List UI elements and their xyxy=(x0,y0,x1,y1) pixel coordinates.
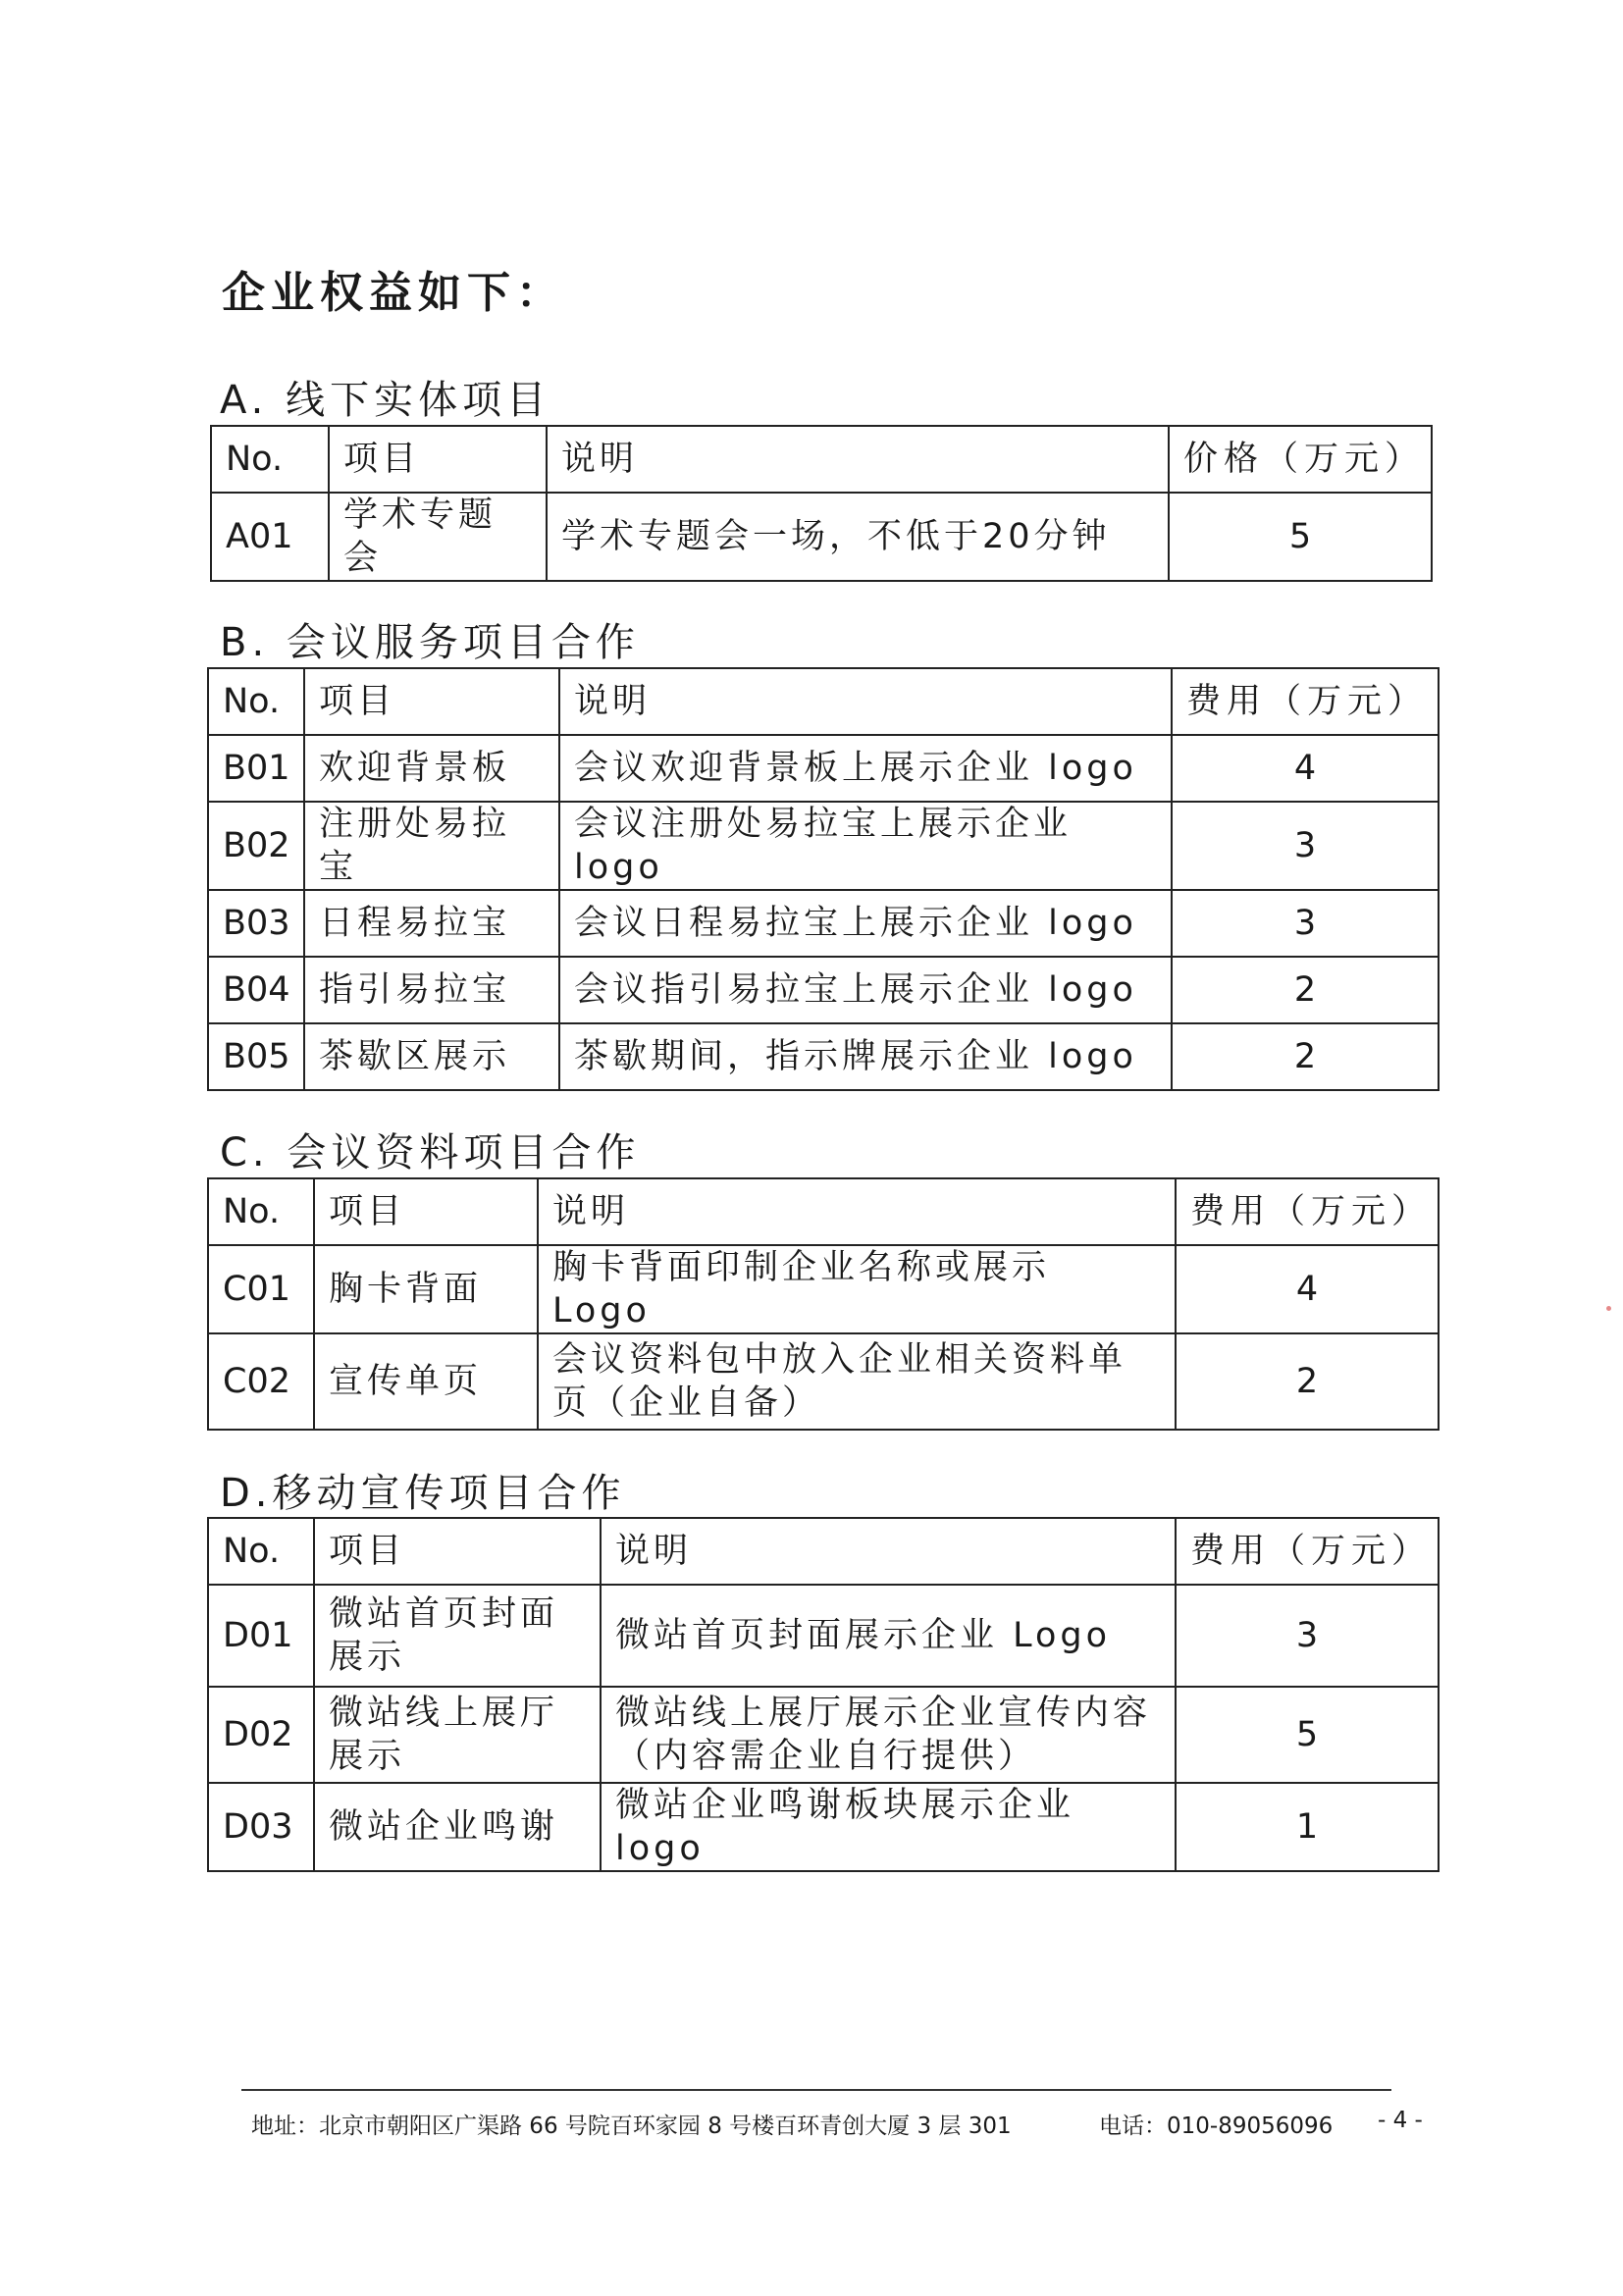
footer-divider xyxy=(241,2089,1391,2091)
table-a xyxy=(210,425,1433,582)
row-fee: 2 xyxy=(1172,1023,1439,1090)
table-row xyxy=(208,957,1439,1023)
row-desc: 会议资料包中放入企业相关资料单页（企业自备） xyxy=(538,1333,1176,1430)
row-no: B04 xyxy=(208,957,304,1023)
row-no: D02 xyxy=(208,1687,314,1783)
row-no: C02 xyxy=(208,1333,314,1430)
header-item: 项目 xyxy=(329,426,547,493)
header-fee: 费用（万元） xyxy=(1172,668,1439,735)
header-no: No. xyxy=(208,668,304,735)
row-desc: 会议日程易拉宝上展示企业 logo xyxy=(559,890,1172,957)
row-desc: 会议指引易拉宝上展示企业 logo xyxy=(559,957,1172,1023)
table-row xyxy=(208,1585,1439,1687)
footer-phone: 电话：010-89056096 xyxy=(1099,2113,1334,2139)
table-row xyxy=(208,735,1439,802)
row-item: 注册处易拉宝 xyxy=(304,802,559,890)
row-item: 日程易拉宝 xyxy=(304,890,559,957)
row-fee: 5 xyxy=(1176,1687,1439,1783)
row-desc: 微站企业鸣谢板块展示企业 logo xyxy=(601,1783,1176,1871)
row-no: B01 xyxy=(208,735,304,802)
row-no: C01 xyxy=(208,1245,314,1333)
table-row xyxy=(208,1783,1439,1871)
row-no: D01 xyxy=(208,1585,314,1687)
row-item: 学术专题会 xyxy=(329,493,547,581)
table-c xyxy=(207,1177,1440,1431)
table-header-row xyxy=(208,1178,1439,1245)
row-fee: 4 xyxy=(1176,1245,1439,1333)
row-item: 指引易拉宝 xyxy=(304,957,559,1023)
header-no: No. xyxy=(208,1518,314,1585)
row-desc: 微站线上展厅展示企业宣传内容（内容需企业自行提供） xyxy=(601,1687,1176,1783)
row-fee: 3 xyxy=(1172,802,1439,890)
scan-speck xyxy=(1606,1306,1611,1311)
section-d-title: D.移动宣传项目合作 xyxy=(220,1471,626,1516)
row-desc: 会议注册处易拉宝上展示企业 logo xyxy=(559,802,1172,890)
row-item: 欢迎背景板 xyxy=(304,735,559,802)
row-no: B05 xyxy=(208,1023,304,1090)
row-desc: 胸卡背面印制企业名称或展示 Logo xyxy=(538,1245,1176,1333)
table-row xyxy=(208,802,1439,890)
row-item: 微站线上展厅展示 xyxy=(314,1687,601,1783)
section-a-title: A. 线下实体项目 xyxy=(220,378,551,423)
table-row xyxy=(208,1023,1439,1090)
table-row xyxy=(208,1333,1439,1430)
table-header-row xyxy=(211,426,1432,493)
row-desc: 学术专题会一场，不低于20分钟 xyxy=(547,493,1169,581)
row-item: 茶歇区展示 xyxy=(304,1023,559,1090)
table-header-row xyxy=(208,668,1439,735)
row-fee: 2 xyxy=(1176,1333,1439,1430)
table-b xyxy=(207,667,1440,1091)
header-desc: 说明 xyxy=(547,426,1169,493)
table-row xyxy=(211,493,1432,581)
header-item: 项目 xyxy=(314,1178,538,1245)
row-item: 微站首页封面展示 xyxy=(314,1585,601,1687)
row-fee: 3 xyxy=(1172,890,1439,957)
row-desc: 微站首页封面展示企业 Logo xyxy=(601,1585,1176,1687)
header-desc: 说明 xyxy=(538,1178,1176,1245)
row-fee: 4 xyxy=(1172,735,1439,802)
table-row xyxy=(208,1687,1439,1783)
header-no: No. xyxy=(208,1178,314,1245)
row-fee: 3 xyxy=(1176,1585,1439,1687)
header-desc: 说明 xyxy=(601,1518,1176,1585)
row-no: D03 xyxy=(208,1783,314,1871)
row-desc: 茶歇期间，指示牌展示企业 logo xyxy=(559,1023,1172,1090)
page-number: - 4 - xyxy=(1378,2108,1423,2133)
header-desc: 说明 xyxy=(559,668,1172,735)
row-no: A01 xyxy=(211,493,329,581)
header-price: 价格（万元） xyxy=(1169,426,1432,493)
row-price: 5 xyxy=(1169,493,1432,581)
row-item: 微站企业鸣谢 xyxy=(314,1783,601,1871)
header-fee: 费用（万元） xyxy=(1176,1178,1439,1245)
table-d xyxy=(207,1517,1440,1872)
row-item: 宣传单页 xyxy=(314,1333,538,1430)
table-row xyxy=(208,1245,1439,1333)
footer-address: 地址：北京市朝阳区广渠路 66 号院百环家园 8 号楼百环青创大厦 3 层 301 xyxy=(251,2113,1012,2139)
header-item: 项目 xyxy=(314,1518,601,1585)
row-fee: 1 xyxy=(1176,1783,1439,1871)
section-b-title: B. 会议服务项目合作 xyxy=(220,620,640,665)
header-no: No. xyxy=(211,426,329,493)
table-header-row xyxy=(208,1518,1439,1585)
header-fee: 费用（万元） xyxy=(1176,1518,1439,1585)
header-item: 项目 xyxy=(304,668,559,735)
row-desc: 会议欢迎背景板上展示企业 logo xyxy=(559,735,1172,802)
row-fee: 2 xyxy=(1172,957,1439,1023)
row-no: B03 xyxy=(208,890,304,957)
table-row xyxy=(208,890,1439,957)
row-item: 胸卡背面 xyxy=(314,1245,538,1333)
page-heading: 企业权益如下： xyxy=(222,268,565,318)
section-c-title: C. 会议资料项目合作 xyxy=(220,1130,641,1175)
row-no: B02 xyxy=(208,802,304,890)
